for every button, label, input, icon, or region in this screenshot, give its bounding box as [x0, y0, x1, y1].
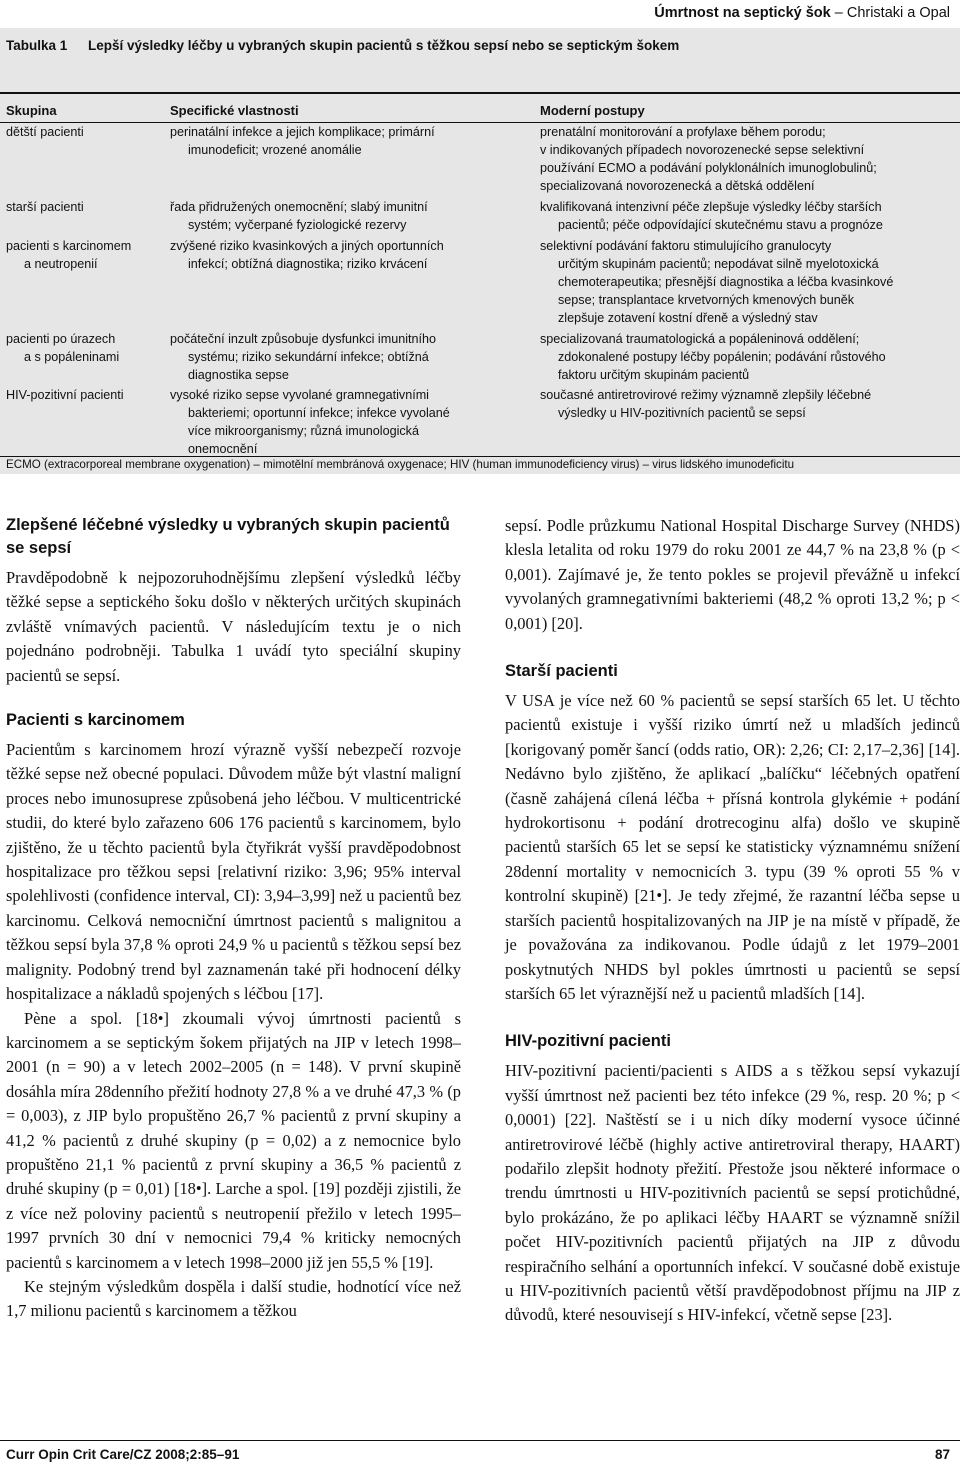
section-heading-improved-outcomes: Zlepšené léčebné výsledky u vybraných skupin pacientů se sepsí — [6, 516, 450, 557]
table-top-rule — [0, 92, 960, 94]
paragraph-cancer-3: Ke stejným výsledkům dospěla i další studie, hodnotící více než 1,7 milionu pacientů s karcinomem a těžkou — [6, 1276, 461, 1321]
paragraph-intro: Pravděpodobně k nejpozoruhodnějšímu zlepšení výsledků léčby těžké sepse a septického šoku došlo v některých určitých skupinách zvláště vnímavých pacientů. V následujícím textu je o nich pojednáno podrobněji. Tabulka 1 uvádí tyto speciální skupiny pacientů se sepsí. — [6, 568, 461, 685]
section-heading-hiv: HIV-pozitivní pacienti — [505, 1032, 671, 1051]
table-row-5-approaches: současné antiretrovirové režimy významně zlepšily léčebné výsledky u HIV-pozitivních pacientů se sepsí — [540, 388, 872, 420]
table-row-4-approaches: specializovaná traumatologická a popáleninová oddělení; zdokonalené postupy léčby popálenin; podávání růstového faktoru určitým skupinám pacientů — [540, 332, 886, 382]
paragraph-cancer-2: Pène a spol. [18•] zkoumali vývoj úmrtnosti pacientů s karcinomem a se septickým šokem přijatých na JIP v letech 1998–2001 (n = 90) a v letech 2002–2005 (n = 148). V první skupině dosáhla míra 28denního přežití hodnoty 27,8 % a ve druhé 47,3 % (p = 0,003), z JIP bylo propuštěno 26,7 % pacientů z první skupiny a 41,2 % pacientů z druhé skupiny (p = 0,02) a z nemocnice bylo propuštěno 21,1 % pacientů z první skupiny a 36,5 % pacientů z druhé skupiny (p = 0,01) [18•]. Larche a spol. [19] později zjistili, že z více než poloviny pacientů s neutropenií přežilo v letech 1995–1997 prvních 30 dní v nemocnici 79,4 % kriticky nemocných pacientů s karcinomem a v letech 1998–2000 již jen 55,5 % [19]. — [6, 1008, 461, 1272]
table-footnote: ECMO (extracorporeal membrane oxygenation) – mimotělní membránová oxygenace; HIV (human immunodeficiency virus) – virus lidského imunodeficitu — [6, 458, 795, 471]
table-caption — [6, 38, 680, 53]
footer-journal-citation: Curr Opin Crit Care/CZ 2008;2:85–91 — [6, 1447, 240, 1462]
column-header-group: Skupina — [6, 103, 57, 118]
table-row-2-group: starší pacienti — [6, 200, 84, 214]
table-label: Tabulka 1 — [6, 38, 68, 53]
article-left-column — [6, 514, 461, 1324]
table-row-4-group: pacienti po úrazech a s popáleninami — [6, 332, 120, 364]
footer-page-number: 87 — [934, 1447, 950, 1462]
article-right-column — [505, 514, 960, 1328]
table-bottom-rule — [0, 456, 960, 457]
table-row-2-approaches: kvalifikovaná intenzivní péče zlepšuje výsledky léčby starších pacientů; péče odpovídající skutečnému stavu a prognóze — [540, 200, 883, 232]
table-row-3-group: pacienti s karcinomem a neutropenií — [6, 239, 132, 271]
table-row-3-features: zvýšené riziko kvasinkových a jiných oportunních infekcí; obtížná diagnostika; riziko krvácení — [170, 239, 444, 271]
table-row-2-features: řada přidružených onemocnění; slabý imunitní systém; vyčerpané fyziologické rezervy — [170, 200, 428, 232]
table-row-1-features: perinatální infekce a jejich komplikace; primární imunodeficit; vrozené anomálie — [170, 125, 435, 157]
table-row-1-approaches: prenatální monitorování a profylaxe během porodu; v indikovaných případech novorozenecké sepse selektivní používání ECMO a podávání polyklonálních imunoglobulinů; specializovaná novorozenecká a dětská oddělení — [540, 125, 877, 193]
paragraph-hiv: HIV-pozitivní pacienti/pacienti s AIDS a s těžkou sepsí vykazují vyšší úmrtnost než pacienti bez této infekce (29 %, resp. 20 %; p < 0,0001) [22]. Naštěstí se i u nich díky moderní vysoce účinné antiretrovirové léčbě (highly active antiretroviral therapy, HAART) podařilo zlepšit hodnoty přežití. Přestože jsou některé informace o trendu úmrtnosti u HIV-pozitivních pacientů se sepsí protichůdné, bylo prokázáno, že po aplikaci léčby HAART se významně snížil počet HIV-pozitivních pacientů přijatých na JIP z důvodu respiračního selhání a oportunních infekcí. V současné době existuje u HIV-pozitivních pacientů větší pravděpodobnost příjmu na JIP z důvodů, které nesouvisejí s HIV-infekcí, včetně sepse [23]. — [505, 1061, 960, 1325]
table-row-3-approaches: selektivní podávání faktoru stimulujícího granulocyty určitým skupinám pacientů; nepodávat silně myelotoxická chemoterapeutika; přesnější diagnostika a léčba kvasinkové sepse; transplantace krvetvorných kmenových buněk zlepšuje zotavení kostní dřeně a výsledný stav — [540, 239, 894, 325]
footer-rule — [0, 1440, 960, 1441]
paragraph-elderly: V USA je více než 60 % pacientů se sepsí starších 65 let. U těchto pacientů existuje i vyšší riziko úmrtí než u mladších jedinců [korigovaný poměr šancí (odds ratio, OR): 2,26; CI: 2,17–2,36] [14]. Nedávno bylo zjištěno, že aplikací „balíčku“ léčebných opatření (časně zahájená cílená léčba + přísná kontrola glykémie + podání hydrokortisonu + podání drotrecoginu alfa) došlo ve skupině pacientů starších 65 let se sepsí ke statisticky významnému snížení 28denní mortality v nemocnicích 3. typu (39 % oproti 55 % v kontrolní skupině) [21•]. Je tedy zřejmé, že razantní léčba sepse u starších pacientů hospitalizovaných na JIP je na místě v případě, že je považována za indikovanou. Podle údajů z let 1979–2001 poskytnutých NHDS byl pokles úmrtnosti u pacientů se sepsí starších 65 let výraznější než u pacientů mladších [14]. — [505, 691, 960, 1003]
table-title: Lepší výsledky léčby u vybraných skupin pacientů s těžkou sepsí nebo se septickým šokem — [88, 38, 680, 53]
running-header-title: Úmrtnost na septický šok — [654, 5, 831, 21]
column-header-features: Specifické vlastnosti — [170, 103, 299, 118]
running-header-authors: – Christaki a Opal — [834, 5, 950, 21]
table-row-4-features: počáteční inzult způsobuje dysfunkci imunitního systému; riziko sekundární infekce; obtížná diagnostika sepse — [170, 332, 437, 382]
section-heading-elderly: Starší pacienti — [505, 662, 618, 681]
paragraph-nhds: sepsí. Podle průzkumu National Hospital Discharge Survey (NHDS) klesla letalita od roku 1979 do roku 2001 ze 44,7 % na 23,8 % (p < 0,001). Zajímavé je, že tento pokles se projevil převážně u infekcí vyvolaných gramnegativními bakteriemi (48,2 % oproti 13,2 %; p < 0,001) [20]. — [505, 516, 960, 633]
table-row-1-group: dětští pacienti — [6, 125, 84, 139]
running-header — [654, 5, 950, 21]
table-row-5-group: HIV-pozitivní pacienti — [6, 388, 124, 402]
column-header-approaches: Moderní postupy — [540, 103, 645, 118]
table-row-5-features: vysoké riziko sepse vyvolané gramnegativními bakteriemi; oportunní infekce; infekce vyvolané více mikroorganismy; různá imunologická onemocnění — [170, 388, 450, 456]
section-heading-cancer: Pacienti s karcinomem — [6, 711, 185, 730]
paragraph-cancer-1: Pacientům s karcinomem hrozí výrazně vyšší nebezpečí rozvoje těžké sepse než obecné populaci. Důvodem může být vlastní maligní proces nebo imunosuprese způsobená jeho léčbou. V multicentrické studii, do které bylo zařazeno 606 176 pacientů s karcinomem, bylo zjištěno, že u těchto pacientů byla čtyřikrát vyšší pravděpodobnost hospitalizace pro těžkou sepsi [relativní riziko: 3,96; 95% interval spolehlivosti (confidence interval, CI): 3,94–3,99] než u pacientů bez karcinomu. Celková nemocniční úmrtnost pacientů s malignitou a těžkou sepsí byla 37,8 % oproti 24,9 % u pacientů s těžkou sepsí bez malignity. Podobný trend byl zaznamenán také při hodnocení délky hospitalizace a nákladů spojených s léčbou [17]. — [6, 740, 461, 1004]
